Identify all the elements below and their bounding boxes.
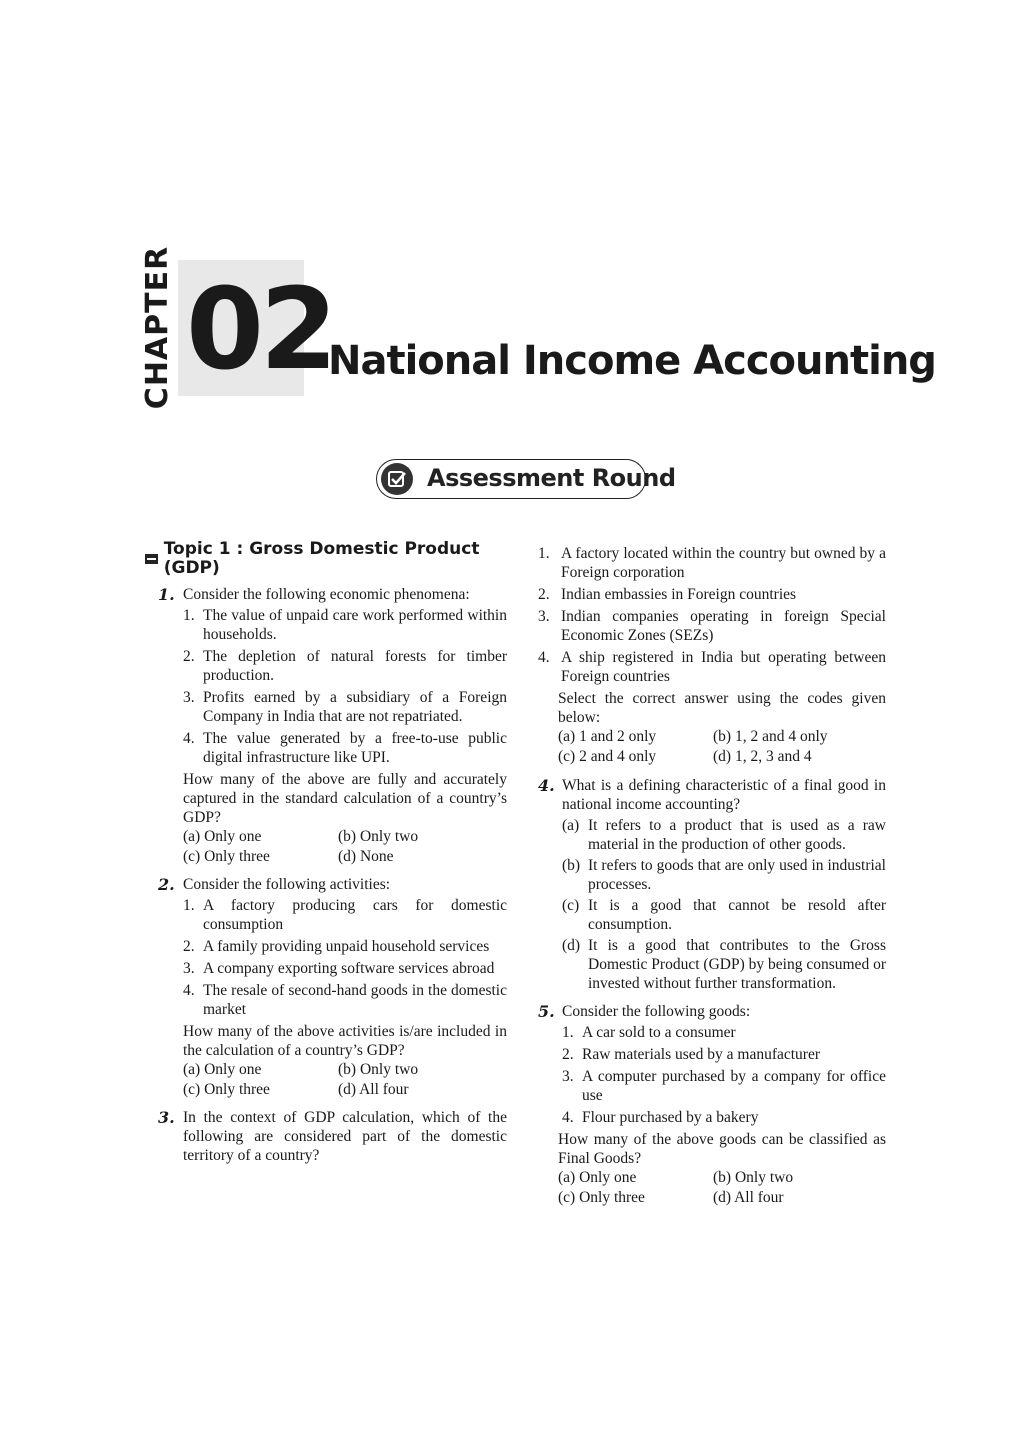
question-number: 5. [538, 1002, 555, 1021]
item-text: The value of unpaid care work performed within households. [203, 607, 507, 643]
item-number: 1. [562, 1024, 574, 1041]
item-text: A computer purchased by a company for office use [582, 1068, 886, 1104]
statement-list [562, 1023, 886, 1127]
question-text: Consider the following activities: [183, 876, 391, 893]
topic-bullet-icon [145, 554, 158, 564]
item-text: Raw materials used by a manufacturer [582, 1046, 821, 1063]
list-item [183, 981, 507, 1019]
question-number: 2. [158, 875, 175, 894]
item-number: 2. [183, 648, 195, 665]
option-d[interactable]: (d) None [338, 848, 394, 865]
choice-a[interactable] [562, 816, 886, 854]
item-number: 4. [183, 730, 195, 747]
list-item [183, 647, 507, 685]
chapter-word [138, 245, 178, 409]
item-text: The value generated by a free-to-use public digital infrastructure like UPI. [203, 730, 507, 766]
list-item [538, 648, 886, 686]
choice-c[interactable] [562, 896, 886, 934]
item-number: 1. [183, 607, 195, 624]
question-text: Consider the following economic phenomena: [183, 586, 470, 603]
left-column [145, 540, 507, 1174]
list-item [538, 607, 886, 645]
question-3 [145, 1108, 507, 1165]
list-item [183, 688, 507, 726]
item-text: A family providing unpaid household services [203, 938, 490, 955]
option-b[interactable]: (b) Only two [338, 828, 419, 845]
list-item [183, 606, 507, 644]
item-text: The resale of second-hand goods in the domestic market [203, 982, 507, 1018]
chapter-number: 02 [186, 265, 334, 395]
item-text: A factory located within the country but owned by a Foreign corporation [561, 545, 886, 581]
question-2 [145, 875, 507, 1099]
list-item [183, 729, 507, 767]
option-a[interactable]: (a) Only one [183, 1061, 262, 1078]
choice-label: (c) [562, 897, 580, 914]
option-b[interactable]: (b) 1, 2 and 4 only [713, 728, 828, 745]
item-text: Profits earned by a subsidiary of a Foreign Company in India that are not repatriated. [203, 689, 507, 725]
item-number: 3. [183, 960, 195, 977]
item-number: 3. [562, 1068, 574, 1085]
item-number: 3. [183, 689, 195, 706]
chapter-title: National Income Accounting [328, 338, 936, 384]
list-item [562, 1108, 886, 1127]
checkbox-icon [381, 463, 413, 495]
choice-b[interactable] [562, 856, 886, 894]
item-text: A car sold to a consumer [582, 1024, 736, 1041]
list-item [183, 937, 507, 956]
option-c[interactable]: (c) Only three [558, 1189, 645, 1206]
choice-list [562, 816, 886, 993]
choice-label: (b) [562, 857, 581, 874]
item-number: 4. [562, 1109, 574, 1126]
question-prompt: How many of the above goods can be classified as Final Goods? [558, 1131, 886, 1167]
item-text: A factory producing cars for domestic consumption [203, 897, 507, 933]
item-text: Flour purchased by a bakery [582, 1109, 759, 1126]
item-text: Indian embassies in Foreign countries [561, 586, 797, 603]
question-3-answer-block [538, 689, 886, 766]
option-c[interactable]: (c) Only three [183, 1081, 270, 1098]
choice-text: It refers to a product that is used as a raw material in the production of other goods. [588, 817, 886, 853]
choice-text: It refers to goods that are only used in industrial processes. [588, 857, 886, 893]
question-text: Consider the following goods: [562, 1003, 751, 1020]
item-text: A ship registered in India but operating between Foreign countries [561, 649, 886, 685]
question-3-statement-list [538, 544, 886, 686]
option-a[interactable]: (a) Only one [183, 828, 262, 845]
item-number: 2. [183, 938, 195, 955]
option-c[interactable]: (c) Only three [183, 848, 270, 865]
question-4 [538, 776, 886, 993]
item-number: 4. [183, 982, 195, 999]
statement-list [183, 896, 507, 1019]
assessment-round-banner [376, 459, 676, 499]
answer-options [183, 1060, 507, 1099]
item-number: 2. [562, 1046, 574, 1063]
question-number: 4. [538, 776, 555, 795]
topic-heading-text: Topic 1 : Gross Domestic Product (GDP) [163, 539, 480, 578]
item-text: Indian companies operating in foreign Special Economic Zones (SEZs) [561, 608, 886, 644]
topic-heading [145, 540, 507, 578]
item-number: 3. [538, 608, 550, 625]
question-text: In the context of GDP calculation, which of the following are considered part of the domestic territory of a country? [183, 1109, 507, 1164]
option-c[interactable]: (c) 2 and 4 only [558, 748, 657, 765]
answer-options [558, 1168, 886, 1207]
option-d[interactable]: (d) All four [713, 1189, 784, 1206]
chapter-word-text: CHAPTER [140, 245, 176, 409]
option-b[interactable]: (b) Only two [338, 1061, 419, 1078]
assessment-round-label: Assessment Round [427, 464, 676, 492]
option-d[interactable]: (d) 1, 2, 3 and 4 [713, 748, 812, 765]
choice-text: It is a good that contributes to the Gross Domestic Product (GDP) by being consumed or invested without further transformation. [588, 937, 886, 992]
answer-options [558, 727, 886, 766]
item-text: A company exporting software services abroad [203, 960, 495, 977]
list-item [562, 1045, 886, 1064]
list-item [183, 959, 507, 978]
list-item [538, 544, 886, 582]
option-b[interactable]: (b) Only two [713, 1169, 794, 1186]
item-number: 1. [538, 545, 550, 562]
list-item [538, 585, 886, 604]
right-column [538, 544, 886, 1216]
answer-options [183, 827, 507, 866]
list-item [183, 896, 507, 934]
item-number: 4. [538, 649, 550, 666]
item-number: 2. [538, 586, 550, 603]
question-number: 3. [158, 1108, 175, 1127]
choice-text: It is a good that cannot be resold after consumption. [588, 897, 886, 933]
question-5 [538, 1002, 886, 1207]
list-item [562, 1067, 886, 1105]
option-a[interactable]: (a) 1 and 2 only [558, 728, 657, 745]
list-item [562, 1023, 886, 1042]
item-text: The depletion of natural forests for timber production. [203, 648, 507, 684]
choice-label: (a) [562, 817, 580, 834]
choice-d[interactable] [562, 936, 886, 993]
question-number: 1. [158, 585, 175, 604]
option-a[interactable]: (a) Only one [558, 1169, 637, 1186]
question-text: What is a defining characteristic of a final good in national income accounting? [562, 777, 886, 813]
question-prompt: How many of the above are fully and accurately captured in the standard calculation of a country’s GDP? [183, 771, 507, 826]
option-d[interactable]: (d) All four [338, 1081, 409, 1098]
statement-list [183, 606, 507, 767]
question-prompt: How many of the above activities is/are included in the calculation of a country’s GDP? [183, 1023, 507, 1059]
item-number: 1. [183, 897, 195, 914]
question-1 [145, 585, 507, 866]
question-prompt: Select the correct answer using the codes given below: [558, 690, 886, 726]
choice-label: (d) [562, 937, 581, 954]
